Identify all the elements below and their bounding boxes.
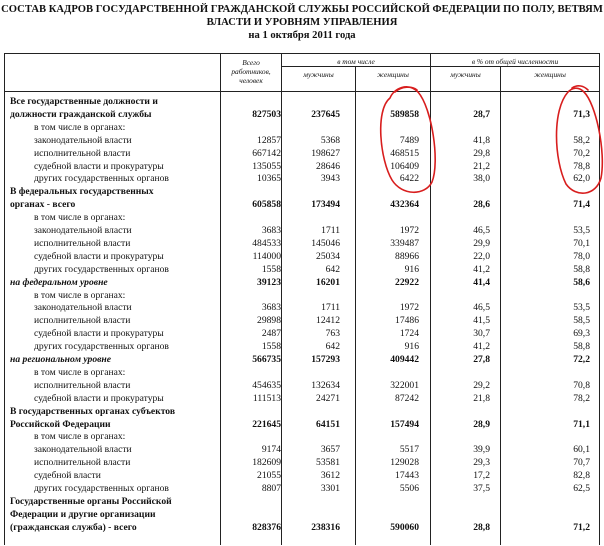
- header-total: Всего работников, человек: [231, 58, 271, 85]
- cell-men-pct: 21,2: [473, 160, 490, 172]
- row-label: в том числе в органах:: [34, 289, 126, 301]
- cell-men-pct: 28,9: [473, 418, 490, 430]
- row-label: в том числе в органах:: [34, 121, 126, 133]
- cell-men: 157293: [311, 354, 340, 365]
- row-label: исполнительной власти: [34, 237, 131, 249]
- row-label: В федеральных государственных: [10, 186, 154, 198]
- row-label: судебной власти: [34, 470, 101, 482]
- cell-total: 1558: [261, 263, 281, 275]
- cell-men: 16201: [316, 276, 340, 288]
- row-label: законодательной власти: [34, 302, 132, 314]
- row-label: на федеральном уровне: [10, 276, 108, 288]
- cell-men-pct: 38,0: [473, 173, 490, 185]
- table-row: [0, 522, 604, 533]
- table-row: [0, 431, 604, 442]
- cell-men-pct: 29,3: [473, 457, 490, 469]
- cell-men: 238316: [311, 521, 340, 533]
- cell-women-pct: 58,5: [573, 315, 590, 327]
- cell-men: 53581: [316, 457, 340, 469]
- cell-total: 454635: [252, 379, 281, 391]
- cell-total: 8807: [261, 483, 281, 494]
- cell-women: 468515: [390, 147, 419, 159]
- table-row: [0, 393, 604, 404]
- row-label: других государственных органов: [34, 341, 169, 353]
- cell-men: 12412: [316, 315, 340, 327]
- cell-women: 916: [404, 341, 419, 353]
- cell-women: 5506: [399, 483, 419, 494]
- table-row: [0, 457, 604, 468]
- cell-total: 135055: [252, 160, 281, 172]
- table-row: [0, 96, 604, 107]
- table-row: [0, 470, 604, 481]
- cell-women-pct: 71,4: [573, 199, 590, 211]
- cell-men-pct: 17,2: [473, 470, 490, 482]
- row-label: Все государственные должности и: [10, 96, 158, 107]
- cell-total: 221645: [252, 418, 281, 430]
- cell-women: 1972: [399, 225, 419, 236]
- row-label: судебной власти и прокуратуры: [34, 328, 164, 340]
- cell-men: 642: [325, 341, 340, 353]
- cell-women-pct: 70,1: [573, 237, 590, 249]
- table-row: [0, 186, 604, 197]
- cell-women: 589858: [390, 108, 419, 120]
- cell-total: 21055: [257, 470, 281, 482]
- table-row: [0, 367, 604, 378]
- cell-total: 484533: [252, 237, 281, 249]
- cell-men-pct: 41,5: [473, 315, 490, 327]
- cell-men-pct: 41,4: [473, 276, 490, 288]
- cell-total: 111513: [252, 392, 281, 404]
- cell-women: 17443: [395, 470, 419, 482]
- cell-women-pct: 71,2: [573, 521, 590, 533]
- row-label: в том числе в органах:: [34, 212, 126, 224]
- row-label: исполнительной власти: [34, 315, 131, 327]
- cell-women-pct: 58,8: [573, 341, 590, 353]
- cell-men: 642: [325, 263, 340, 275]
- cell-men-pct: 29,9: [473, 237, 490, 249]
- cell-women-pct: 78,0: [573, 250, 590, 262]
- cell-total: 828376: [252, 521, 281, 533]
- cell-women-pct: 82,8: [573, 470, 590, 482]
- cell-men-pct: 41,2: [473, 263, 490, 275]
- table-row: [0, 135, 604, 146]
- cell-men: 3301: [320, 483, 340, 494]
- cell-total: 9174: [261, 444, 281, 456]
- header-incl: в том числе: [337, 57, 375, 66]
- table-row: [0, 251, 604, 262]
- row-label: законодательной власти: [34, 444, 132, 456]
- cell-women: 1724: [399, 328, 419, 340]
- row-label: органах - всего: [10, 199, 76, 211]
- table-row: [0, 264, 604, 275]
- cell-men-pct: 28,8: [473, 521, 490, 533]
- row-label: на региональном уровне: [10, 354, 112, 365]
- cell-men-pct: 30,7: [473, 328, 490, 340]
- cell-women-pct: 70,8: [573, 379, 590, 391]
- cell-men: 173494: [311, 199, 340, 211]
- cell-men-pct: 29,8: [473, 147, 490, 159]
- cell-men: 25034: [316, 250, 340, 262]
- cell-total: 10365: [257, 173, 281, 185]
- cell-men-pct: 41,8: [473, 134, 490, 146]
- row-label: других государственных органов: [34, 173, 169, 185]
- header-men: мужчины: [303, 70, 334, 79]
- cell-women-pct: 70,2: [573, 147, 590, 159]
- cell-women-pct: 58,8: [573, 263, 590, 275]
- table-row: [0, 122, 604, 133]
- cell-men: 64151: [316, 418, 340, 430]
- cell-women-pct: 72,2: [573, 354, 590, 365]
- cell-women: 17486: [395, 315, 419, 327]
- cell-women-pct: 78,8: [573, 160, 590, 172]
- cell-women: 87242: [395, 392, 419, 404]
- table-row: [0, 212, 604, 223]
- table-row: [0, 341, 604, 352]
- cell-men: 1711: [321, 302, 340, 314]
- table-row: [0, 109, 604, 120]
- cell-men: 5368: [320, 134, 340, 146]
- cell-total: 1558: [261, 341, 281, 353]
- cell-men-pct: 28,6: [473, 199, 490, 211]
- row-label: судебной власти и прокуратуры: [34, 160, 164, 172]
- table-row: [0, 380, 604, 391]
- cell-men: 132634: [311, 379, 340, 391]
- row-label: Государственные органы Российской: [10, 495, 172, 507]
- row-label: судебной власти и прокуратуры: [34, 392, 164, 404]
- cell-men-pct: 41,2: [473, 341, 490, 353]
- cell-total: 2487: [261, 328, 281, 340]
- cell-men-pct: 39,9: [473, 444, 490, 456]
- table-row: [0, 199, 604, 210]
- table-row: [0, 238, 604, 249]
- table-row: [0, 302, 604, 313]
- table-row: [0, 148, 604, 159]
- header-pct: в % от общей численности: [471, 57, 559, 66]
- table-row: [0, 354, 604, 365]
- cell-women: 157494: [390, 418, 419, 430]
- cell-men: 145046: [311, 237, 340, 249]
- cell-men: 24271: [316, 392, 340, 404]
- table-row: [0, 496, 604, 507]
- cell-men-pct: 21,8: [473, 392, 490, 404]
- table-row: [0, 444, 604, 455]
- cell-men: 3612: [320, 470, 340, 482]
- header-women: женщины: [377, 70, 409, 79]
- cell-women: 916: [404, 263, 419, 275]
- cell-women-pct: 62,5: [573, 483, 590, 494]
- cell-total: 566735: [252, 354, 281, 365]
- row-label: Российской Федерации: [10, 418, 111, 430]
- cell-women: 1972: [399, 302, 419, 314]
- cell-men-pct: 22,0: [473, 250, 490, 262]
- row-label: (гражданская служба) - всего: [10, 521, 137, 533]
- cell-women: 129028: [390, 457, 419, 469]
- cell-women-pct: 71,3: [573, 108, 590, 120]
- row-label: судебной власти и прокуратуры: [34, 250, 164, 262]
- cell-women: 590060: [390, 521, 419, 533]
- table-row: [0, 406, 604, 417]
- cell-women: 5517: [399, 444, 419, 456]
- cell-women-pct: 53,5: [573, 302, 590, 314]
- cell-men-pct: 37,5: [473, 483, 490, 494]
- cell-men: 3657: [320, 444, 340, 456]
- table-row: [0, 173, 604, 184]
- cell-men: 237645: [311, 108, 340, 120]
- row-label: в том числе в органах:: [34, 366, 126, 378]
- cell-total: 827503: [252, 108, 281, 120]
- cell-men-pct: 29,2: [473, 379, 490, 391]
- cell-women: 22922: [395, 276, 419, 288]
- table-row: [0, 277, 604, 288]
- row-label: в том числе в органах:: [34, 431, 126, 443]
- table-row: [0, 161, 604, 172]
- cell-women-pct: 53,5: [573, 225, 590, 236]
- cell-men: 28646: [316, 160, 340, 172]
- cell-women: 409442: [390, 354, 419, 365]
- table-row: [0, 483, 604, 494]
- cell-women: 7489: [399, 134, 419, 146]
- cell-women-pct: 60,1: [573, 444, 590, 456]
- row-label: исполнительной власти: [34, 147, 131, 159]
- cell-total: 182609: [252, 457, 281, 469]
- cell-total: 12857: [257, 134, 281, 146]
- title-line-3: на 1 октября 2011 года: [248, 30, 356, 41]
- cell-women: 106409: [390, 160, 419, 172]
- cell-women-pct: 71,1: [573, 418, 590, 430]
- cell-total: 3683: [261, 302, 281, 314]
- row-label: исполнительной власти: [34, 457, 131, 469]
- cell-men: 763: [325, 328, 340, 340]
- table-row: [0, 419, 604, 430]
- cell-men: 1711: [321, 225, 340, 236]
- cell-women: 432364: [390, 199, 419, 211]
- cell-men: 198627: [311, 147, 340, 159]
- row-label: должности гражданской службы: [10, 108, 152, 120]
- row-label: законодательной власти: [34, 225, 132, 236]
- cell-women-pct: 58,6: [573, 276, 590, 288]
- row-label: других государственных органов: [34, 263, 169, 275]
- cell-women-pct: 70,7: [573, 457, 590, 469]
- cell-men-pct: 28,7: [473, 108, 490, 120]
- cell-men-pct: 46,5: [473, 302, 490, 314]
- cell-women: 6422: [399, 173, 419, 185]
- cell-total: 114000: [252, 250, 281, 262]
- cell-total: 667142: [252, 147, 281, 159]
- cell-women-pct: 58,2: [573, 134, 590, 146]
- table-row: [0, 225, 604, 236]
- cell-women-pct: 69,3: [573, 328, 590, 340]
- row-label: исполнительной власти: [34, 379, 131, 391]
- cell-total: 39123: [257, 276, 281, 288]
- cell-men: 3943: [320, 173, 340, 185]
- cell-men-pct: 27,8: [473, 354, 490, 365]
- row-label: В государственных органах субъектов: [10, 405, 176, 417]
- header-women-pct: женщины: [534, 70, 566, 79]
- cell-total: 29898: [257, 315, 281, 327]
- row-label: других государственных органов: [34, 483, 169, 494]
- title-line-2: ВЛАСТИ И УРОВНЯМ УПРАВЛЕНИЯ: [206, 17, 398, 28]
- title-line-1: СОСТАВ КАДРОВ ГОСУДАРСТВЕННОЙ ГРАЖДАНСКОЙ СЛУЖБЫ РОССИЙСКОЙ ФЕДЕРАЦИИ ПО ПОЛУ, ВЕТВЯМ: [1, 4, 603, 15]
- table-row: [0, 509, 604, 520]
- table-row: [0, 315, 604, 326]
- cell-men-pct: 46,5: [473, 225, 490, 236]
- cell-women-pct: 78,2: [573, 392, 590, 404]
- cell-women-pct: 62,0: [573, 173, 590, 185]
- cell-women: 88966: [395, 250, 419, 262]
- table-row: [0, 290, 604, 301]
- cell-total: 3683: [261, 225, 281, 236]
- row-label: Федерации и другие организации: [10, 508, 156, 520]
- table-row: [0, 328, 604, 339]
- cell-women: 322001: [390, 379, 419, 391]
- cell-total: 605858: [252, 199, 281, 211]
- header-men-pct: мужчины: [450, 70, 481, 79]
- cell-women: 339487: [390, 237, 419, 249]
- row-label: законодательной власти: [34, 134, 132, 146]
